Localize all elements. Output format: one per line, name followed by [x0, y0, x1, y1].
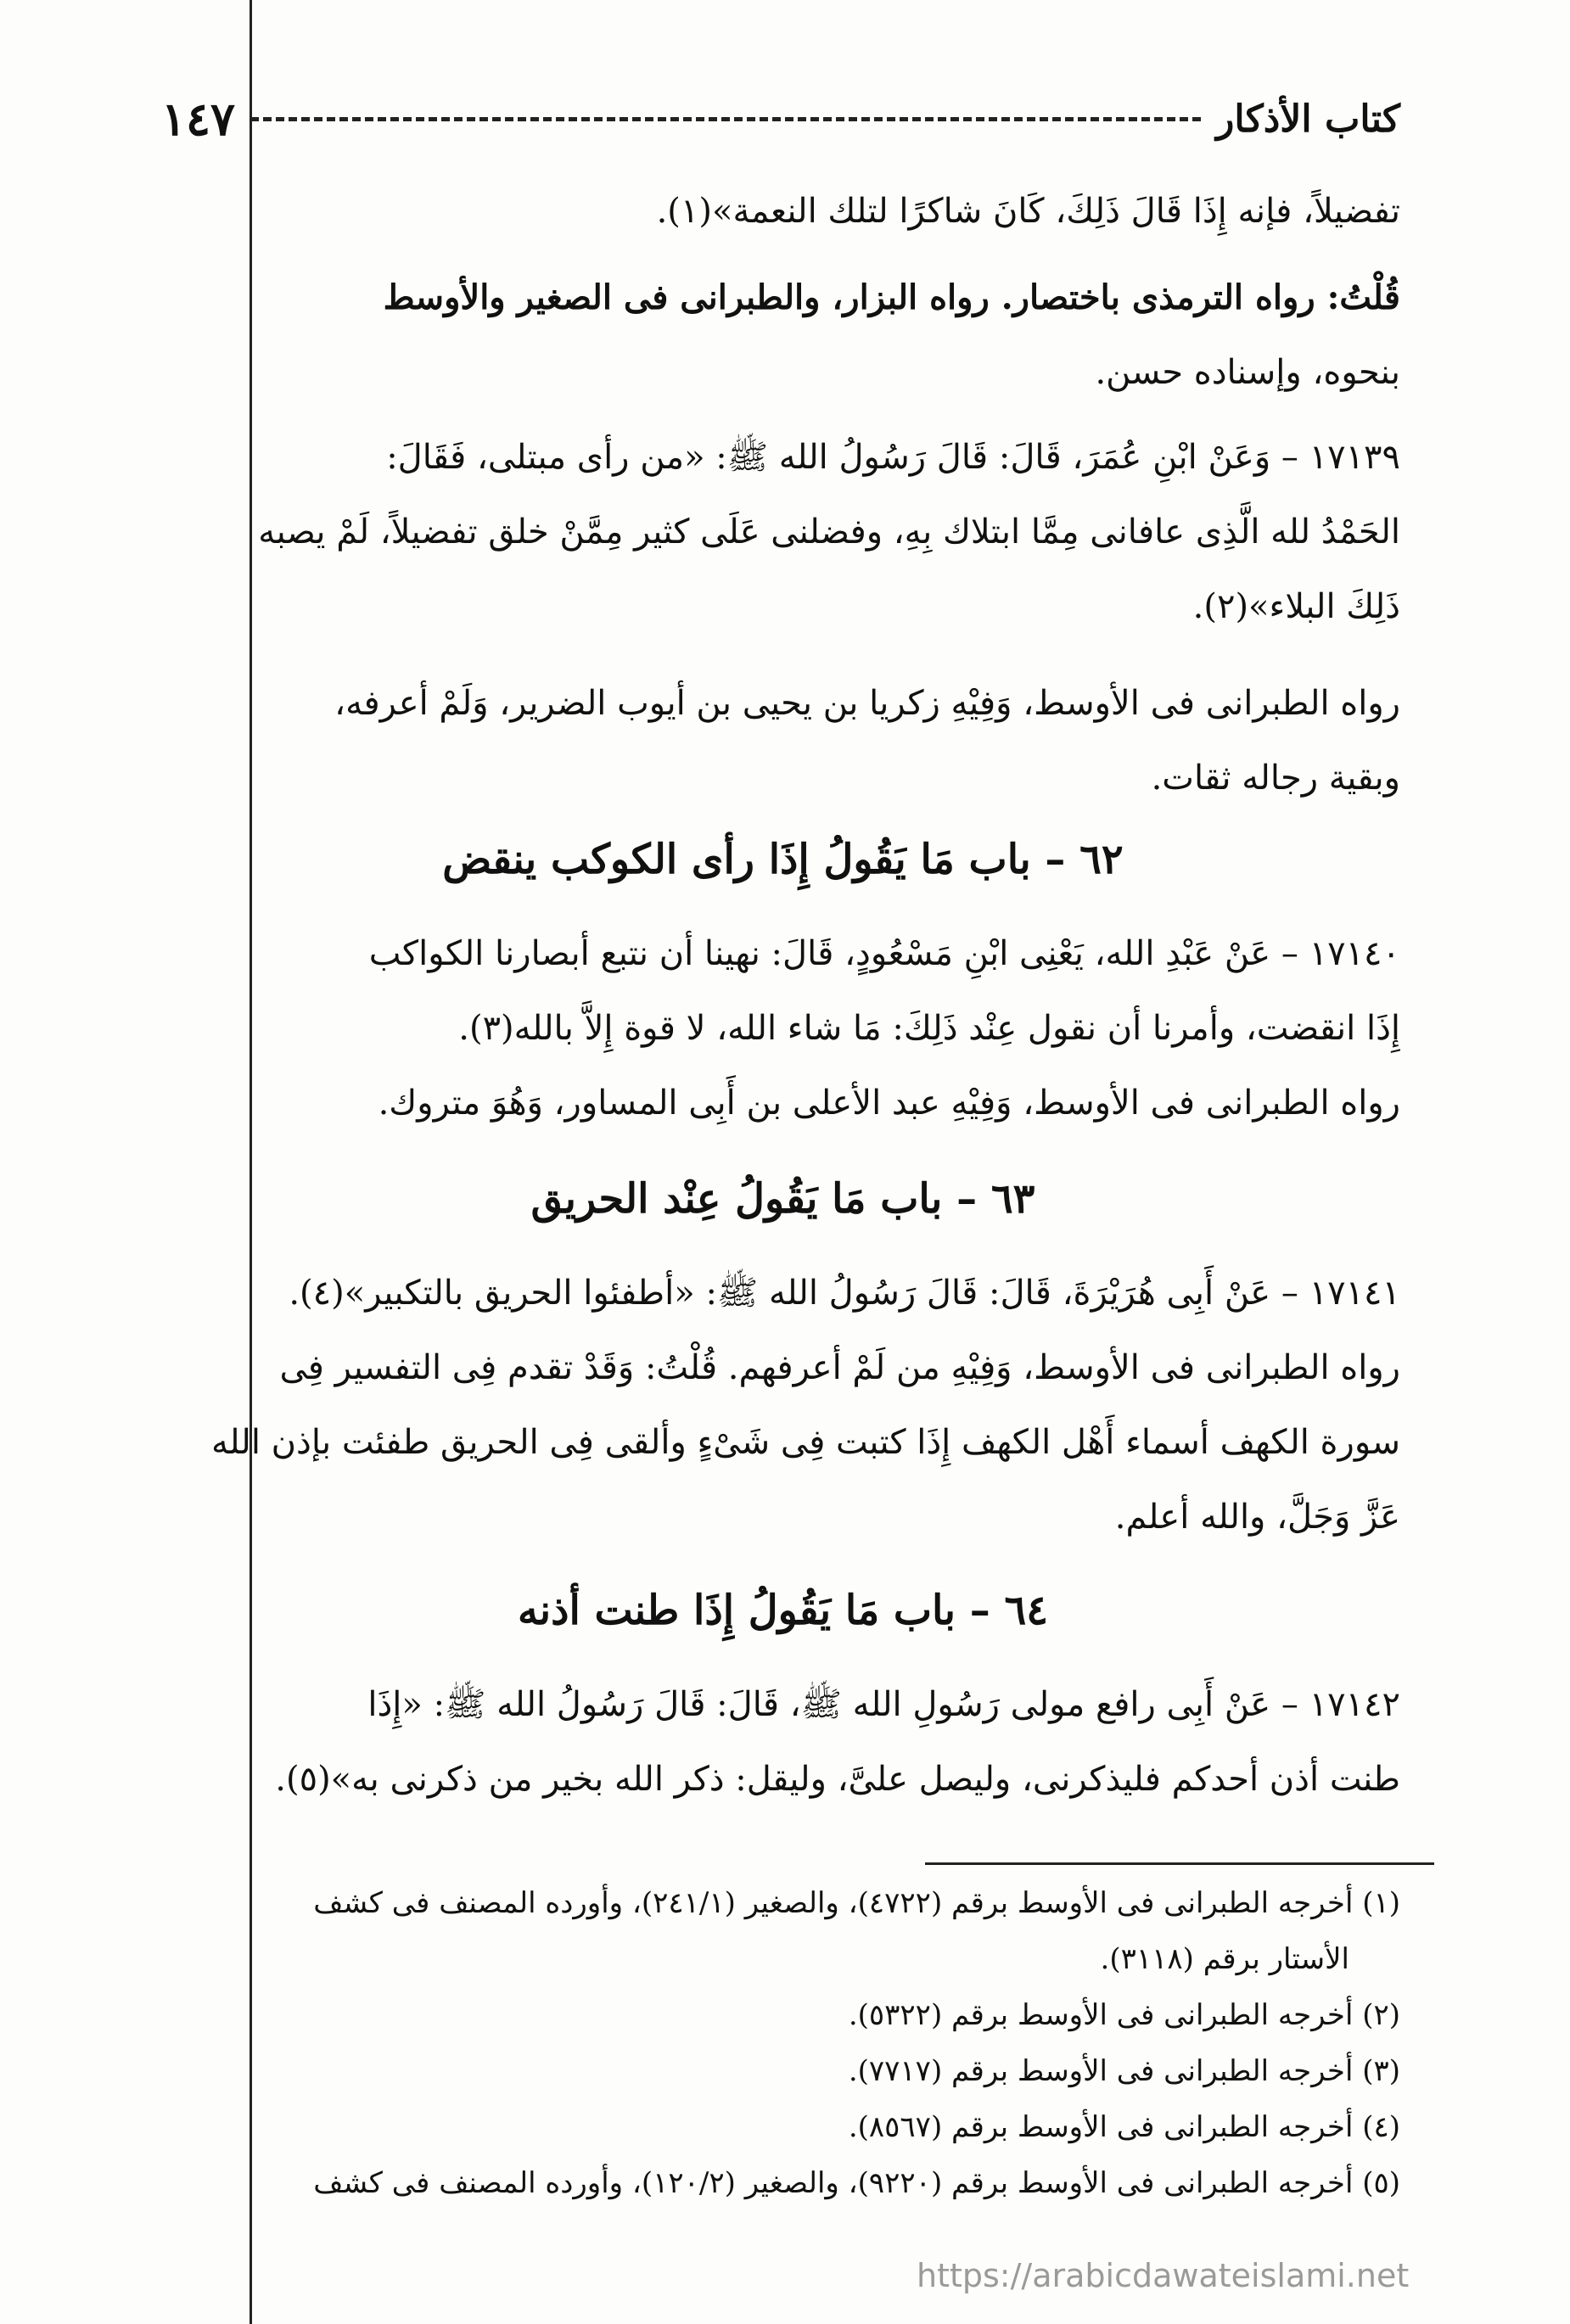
hadith-17142 [165, 1667, 1400, 1817]
text-line: قُلْتُ: رواه الترمذى باختصار. رواه البزار، والطبرانى فى الصغير والأوسط [383, 277, 1400, 317]
paragraph-block-1 [165, 174, 1400, 410]
footnotes [165, 1875, 1400, 2211]
text-line: رواه الطبرانى فى الأوسط، وَفِيْهِ عبد الأعلى بن أَبِى المساور، وَهُوَ متروك. [378, 1084, 1400, 1123]
text-line: ١٧١٤٢ – عَنْ أَبِى رافع مولى رَسُولِ الله ﷺ، قَالَ: قَالَ رَسُولُ الله ﷺ: «إِذَا [367, 1685, 1400, 1724]
text-line: سورة الكهف أسماء أَهْل الكهف إِذَا كتبت فِى شَىْءٍ وألقى فِى الحريق طفئت بإذن الله [210, 1423, 1400, 1462]
chapter-heading-62: ٦٢ – باب مَا يَقُولُ إِذَا رأى الكوكب ينقض [442, 836, 1124, 883]
paragraph-block-2 [165, 666, 1400, 815]
footnote-line: (١) أخرجه الطبرانى فى الأوسط برقم (٤٧٢٢)، والصغير (٢٤١/١)، وأورده المصنف فى كشف [313, 1886, 1400, 1920]
watermark-url: https://arabicdawateislami.net [917, 2257, 1410, 2294]
text-line: ذَلِكَ البلاء»(٢). [1192, 587, 1400, 626]
text-line: إِذَا انقضت، وأمرنا أن نقول عِنْد ذَلِكَ: مَا شاء الله، لا قوة إِلاَّ بالله(٣). [458, 1009, 1400, 1048]
text-line: تفضيلاً، فإنه إِذَا قَالَ ذَلِكَ، كَانَ شاكرًا لتلك النعمة»(١). [656, 192, 1400, 231]
footnote-line: (٢) أخرجه الطبرانى فى الأوسط برقم (٥٣٢٢). [848, 1998, 1400, 2032]
chapter-heading-63: ٦٣ – باب مَا يَقُولُ عِنْد الحريق [530, 1175, 1035, 1223]
text-line: ١٧١٣٩ – وَعَنْ ابْنِ عُمَرَ، قَالَ: قَالَ رَسُولُ الله ﷺ: «من رأى مبتلى، فَقَالَ: [386, 438, 1400, 477]
header-dashes [250, 117, 1201, 121]
footnote-line: (٣) أخرجه الطبرانى فى الأوسط برقم (٧٧١٧). [848, 2054, 1400, 2088]
hadith-17141 [165, 1256, 1400, 1554]
chapter-heading-64: ٦٤ – باب مَا يَقُولُ إِذَا طنت أذنه [517, 1587, 1049, 1634]
page-number: ١٤٧ [161, 92, 236, 146]
text-line: بنحوه، وإسناده حسن. [1095, 353, 1400, 392]
text-line: رواه الطبرانى فى الأوسط، وَفِيْهِ زكريا بن يحيى بن أيوب الضرير، وَلَمْ أعرفه، [334, 684, 1400, 723]
footnote-line: الأستار برقم (٣١١٨). [1100, 1942, 1349, 1976]
text-line: طنت أذن أحدكم فليذكرنى، وليصل علىَّ، وليقل: ذكر الله بخير من ذكرنى به»(٥). [275, 1760, 1400, 1799]
text-line: الحَمْدُ لله الَّذِى عافانى مِمَّا ابتلاك بِهِ، وفضلنى عَلَى كثير مِمَّنْ خلق تفضيلاً، لَمْ يصبه [258, 512, 1400, 552]
hadith-17140 [165, 916, 1400, 1140]
text-line: رواه الطبرانى فى الأوسط، وَفِيْهِ من لَمْ أعرفهم. قُلْتُ: وَقَدْ تقدم فِى التفسير فِى [279, 1348, 1400, 1387]
text-line: ١٧١٤١ – عَنْ أَبِى هُرَيْرَةَ، قَالَ: قَالَ رَسُولُ الله ﷺ: «أطفئوا الحريق بالتكبير»(٤). [289, 1274, 1400, 1313]
footnote-separator [925, 1862, 1434, 1865]
footnote-line: (٥) أخرجه الطبرانى فى الأوسط برقم (٩٢٢٠)، والصغير (١٢٠/٢)، وأورده المصنف فى كشف [313, 2166, 1400, 2200]
text-line: وبقية رجاله ثقات. [1151, 759, 1400, 798]
text-line: ١٧١٤٠ – عَنْ عَبْدِ الله، يَعْنِى ابْنِ مَسْعُودٍ، قَالَ: نهينا أن نتبع أبصارنا الكواكب [368, 934, 1400, 973]
running-header [161, 89, 1400, 148]
hadith-17139 [165, 420, 1400, 644]
book-title: كتاب الأذكار [1216, 97, 1400, 141]
text-line: عَزَّ وَجَلَّ، والله أعلم. [1114, 1498, 1400, 1537]
footnote-line: (٤) أخرجه الطبرانى فى الأوسط برقم (٨٥٦٧). [848, 2110, 1400, 2144]
